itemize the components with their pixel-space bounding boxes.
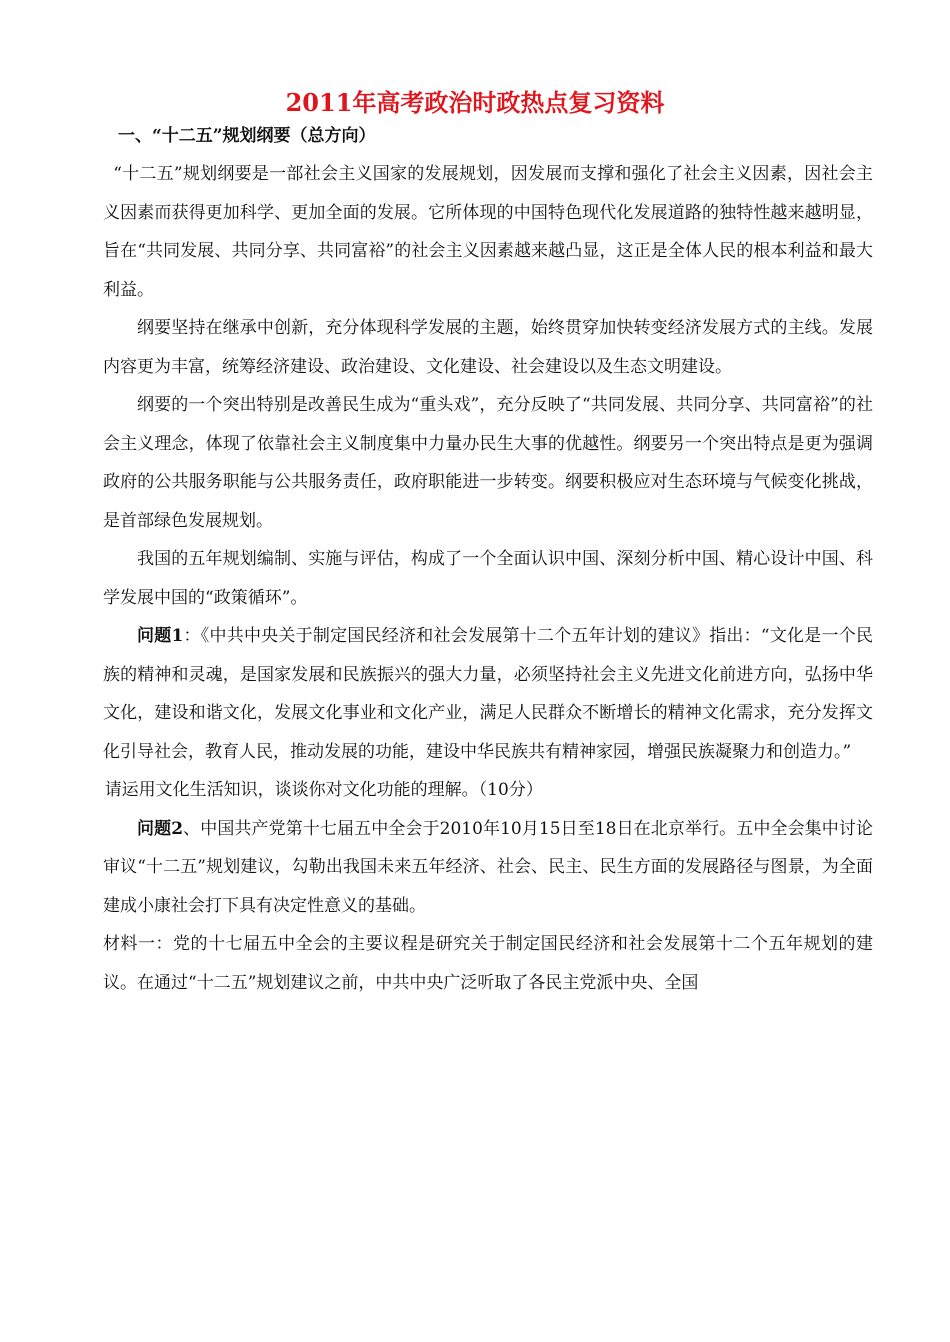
paragraph-1: “十二五”规划纲要是一部社会主义国家的发展规划，因发展而支撑和强化了社会主义因素，因社会主义因素而获得更加科学、更加全面的发展。它所体现的中国特色现代化发展道路的独特性越来越明显，旨在“共同发展、共同分享、共同富裕”的社会主义因素越来越凸显，这正是全体人民的根本利益和最大利益。 (103, 164, 873, 300)
document-body (103, 155, 873, 1002)
question-2-text: 、中国共产党第十七届五中全会于2010年10月15日至18日在北京举行。五中全会集中讨论审议“十二五”规划建议，勾勒出我国未来五年经济、社会、民主、民生方面的发展路径与图景，为全面建成小康社会打下具有决定性意义的基础。 (103, 818, 873, 916)
paragraph-4: 我国的五年规划编制、实施与评估，构成了一个全面认识中国、深刻分析中国、精心设计中国、科学发展中国的“政策循环”。 (103, 549, 873, 608)
question-1 (103, 617, 873, 771)
paragraph-2: 纲要坚持在继承中创新，充分体现科学发展的主题，始终贯穿加快转变经济发展方式的主线。发展内容更为丰富，统筹经济建设、政治建设、文化建设、社会建设以及生态文明建设。 (103, 318, 873, 377)
question-1-text: ：《中共中央关于制定国民经济和社会发展第十二个五年计划的建议》指出：“文化是一个民族的精神和灵魂，是国家发展和民族振兴的强大力量，必须坚持社会主义先进文化前进方向，弘扬中华文化，建设和谐文化，发展文化事业和文化产业，满足人民群众不断增长的精神文化需求，充分发挥文化引导社会，教育人民，推动发展的功能，建设中华民族共有精神家园，增强民族凝聚力和创造力。” (103, 626, 873, 762)
question-1-label: 问题1 (137, 626, 184, 646)
question-2-label: 问题2 (137, 818, 184, 839)
section-heading: 一、“十二五”规划纲要（总方向） (118, 126, 376, 146)
document-title: 2011年高考政治时政热点复习资料 (285, 88, 665, 117)
question-2 (103, 810, 873, 926)
material-1: 材料一：党的十七届五中全会的主要议程是研究关于制定国民经济和社会发展第十二个五年规划的建议。在通过“十二五”规划建议之前，中共中央广泛听取了各民主党派中央、全国 (103, 934, 873, 993)
paragraph-3: 纲要的一个突出特别是改善民生成为“重头戏”，充分反映了“共同发展、共同分享、共同富裕”的社会主义理念，体现了依靠社会主义制度集中力量办民生大事的优越性。纲要另一个突出特点是更为强调政府的公共服务职能与公共服务责任，政府职能进一步转变。纲要积极应对生态环境与气候变化挑战，是首部绿色发展规划。 (103, 395, 873, 531)
question-1-prompt: 请运用文化生活知识，谈谈你对文化功能的理解。（10分） (104, 780, 543, 800)
